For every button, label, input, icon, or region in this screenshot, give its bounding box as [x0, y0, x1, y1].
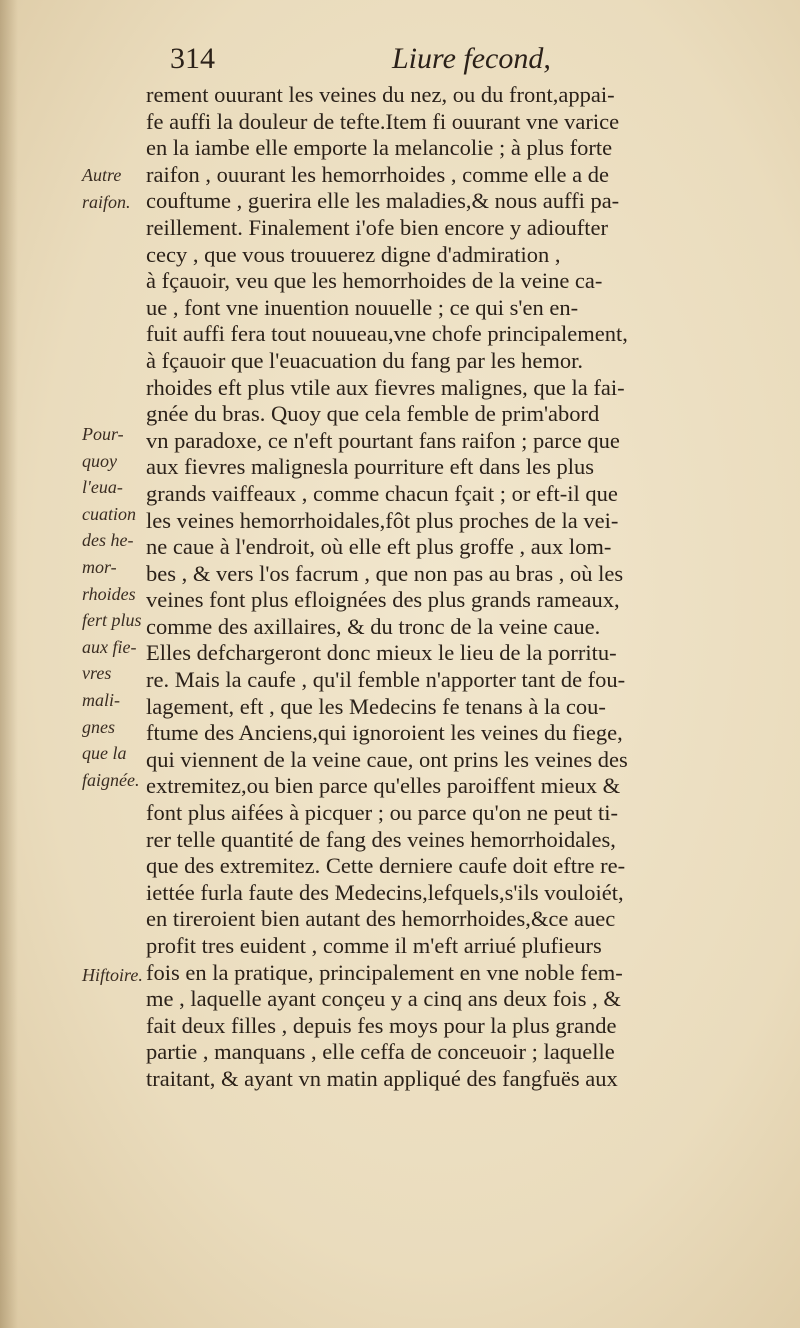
margin-note-line: Autre: [82, 165, 122, 185]
text-line: que des extremitez. Cette derniere caufe doit eftre re-: [146, 853, 626, 879]
margin-note-line: l'eua-: [82, 477, 123, 498]
margin-note-line: Pour-: [82, 424, 124, 444]
text-line: qui viennent de la veine caue, ont prins les veines des: [146, 746, 628, 772]
text-line: à fçauoir que l'euacuation du fang par les hemor.: [146, 347, 584, 373]
text-line: re. Mais la caufe , qu'il femble n'apporter tant de fou-: [146, 667, 626, 693]
text-line: partie , manquans , elle ceffa de conceuoir ; laquelle: [146, 1039, 615, 1065]
page-edge-shadow: [0, 0, 18, 1328]
text-line: en la iambe elle emporte la melancolie ; à plus forte: [146, 135, 613, 161]
text-line: Elles defchargeront donc mieux le lieu de la porritu-: [146, 640, 617, 666]
text-line: fois en la pratique, principalement en vne noble fem-: [146, 959, 623, 985]
margin-note-pourquoy: [82, 421, 146, 793]
text-line: couftume , guerira elle les maladies,& nous auffi pa-: [146, 188, 620, 214]
running-head: [170, 42, 590, 82]
text-line: ue , font vne inuention nouuelle ; ce qui s'en en-: [146, 294, 579, 320]
text-line: bes , & vers l'os facrum , que non pas au bras , où les: [146, 560, 624, 586]
text-line: comme des axillaires, & du tronc de la veine caue.: [146, 613, 601, 639]
margin-note-line: rhoides: [82, 583, 136, 604]
margin-note-line: des he-: [82, 530, 134, 551]
margin-note-line: cuation: [82, 503, 136, 524]
text-line: les veines hemorrhoidales,fôt plus proches de la vei-: [146, 507, 619, 533]
text-line: grands vaiffeaux , comme chacun fçait ; or eft-il que: [146, 480, 618, 506]
margin-note-line: raifon.: [82, 191, 131, 212]
text-line: ftume des Anciens,qui ignoroient les veines du fiege,: [146, 720, 623, 746]
margin-note-line: mor-: [82, 556, 117, 577]
text-line: rer telle quantité de fang des veines hemorrhoidales,: [146, 826, 616, 852]
body-text: [146, 82, 742, 1093]
text-line: rement ouurant les veines du nez, ou du front,appai-: [146, 82, 615, 107]
margin-note-line: Hiftoire.: [82, 965, 143, 985]
text-line: me , laquelle ayant conçeu y a cinq ans deux fois , &: [146, 986, 621, 1012]
text-line: à fçauoir, veu que les hemorrhoides de la veine ca-: [146, 268, 603, 294]
margin-note-line: quoy: [82, 450, 117, 471]
page-number: 314: [170, 42, 215, 75]
text-line: aux fievres malignesla pourriture eft dans les plus: [146, 454, 594, 480]
text-line: fe auffi la douleur de tefte.Item fi ouurant vne varice: [146, 108, 620, 134]
margin-note-histoire: [82, 962, 146, 989]
text-line: raifon , ouurant les hemorrhoides , comme elle a de: [146, 161, 609, 187]
text-line: fait deux filles , depuis fes moys pour la plus grande: [146, 1012, 617, 1038]
text-line: ne caue à l'endroit, où elle eft plus groffe , aux lom-: [146, 534, 612, 560]
text-line: font plus aifées à picquer ; ou parce qu'on ne peut ti-: [146, 800, 619, 826]
text-line: iettée furla faute des Medecins,lefquels,s'ils vouloiét,: [146, 879, 624, 905]
text-line: profit tres euident , comme il m'eft arriué plufieurs: [146, 933, 602, 958]
text-line: en tireroient bien autant des hemorrhoides,&ce auec: [146, 906, 616, 932]
running-title: Liure fecond,: [392, 42, 551, 75]
margin-note-line: aux fie-: [82, 636, 137, 657]
margin-note-line: faignée.: [82, 769, 140, 790]
margin-note-line: gnes: [82, 716, 115, 737]
margin-note-line: que la: [82, 743, 127, 764]
text-line: veines font plus efloignées des plus grands rameaux,: [146, 587, 620, 613]
text-line: extremitez,ou bien parce qu'elles paroiffent mieux &: [146, 773, 621, 799]
text-line: lagement, eft , que les Medecins fe tenans à la cou-: [146, 693, 606, 719]
text-line: vn paradoxe, ce n'eft pourtant fans raifon ; parce que: [146, 427, 620, 453]
text-line: gnée du bras. Quoy que cela femble de prim'abord: [146, 401, 600, 427]
text-line: rhoides eft plus vtile aux fievres malignes, que la fai-: [146, 374, 625, 400]
text-line: traitant, & ayant vn matin appliqué des fangfuës aux: [146, 1065, 618, 1091]
text-line: cecy , que vous trouuerez digne d'admiration ,: [146, 241, 561, 267]
text-line: fuit auffi fera tout nouueau,vne chofe principalement,: [146, 321, 628, 347]
margin-note-line: mali-: [82, 689, 120, 710]
margin-note-line: fert plus: [82, 610, 142, 631]
margin-note-autre-raison: [82, 162, 146, 215]
text-line: reillement. Finalement i'ofe bien encore y adioufter: [146, 214, 608, 240]
margin-note-line: vres: [82, 663, 112, 684]
